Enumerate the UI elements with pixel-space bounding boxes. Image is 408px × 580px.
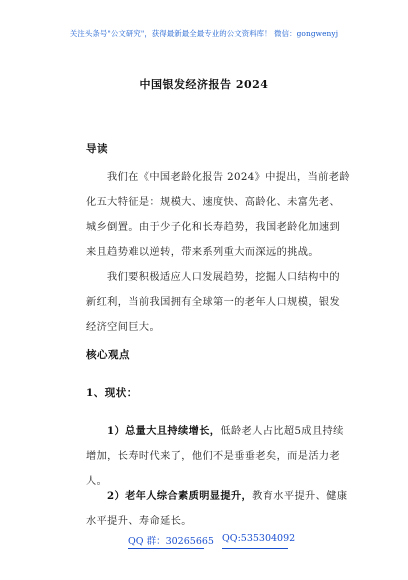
footer-underline-1 — [128, 548, 204, 549]
intro-paragraph-1: 我们在《中国老龄化报告 2024》中提出，当前老龄化五大特征是：规模大、速度快、高龄化、未富先老、城乡倒置。由于少子化和长寿趋势，我国老龄化加速到来且趋势难以逆转，带来系列重大而深远的挑战。 — [86, 172, 350, 258]
point-2-paragraph — [86, 484, 350, 534]
point-2-lead: 2）老年人综合素质明显提升， — [107, 490, 253, 502]
status-heading: 1、现状： — [86, 387, 138, 399]
footer-underline-2 — [222, 548, 288, 549]
footer-qq-group: QQ 群：30265665 — [128, 536, 214, 547]
point-1-lead: 1）总量大且持续增长， — [107, 425, 221, 437]
document-title: 中国银发经济报告 2024 — [139, 78, 269, 91]
header-promo-note: 关注头条号"公文研究"，获得最新最全最专业的公文资料库！ 微信：gongwenyj — [69, 29, 339, 38]
point-1-paragraph — [86, 419, 350, 494]
point-2-text: 教育水平提升、健康水平提升、寿命延长。 — [86, 491, 348, 527]
footer-qq-number: QQ:535304092 — [222, 533, 296, 544]
point-1-text: 低龄老人占比超5成且持续增加，长寿时代来了，他们不是垂垂老矣，而是活力老人。 — [86, 426, 344, 487]
intro-heading: 导读 — [86, 143, 108, 155]
core-views-heading: 核心观点 — [86, 349, 130, 361]
intro-paragraph-2: 我们要积极适应人口发展趋势，挖掘人口结构中的新红利，当前我国拥有全球第一的老年人口规模，银发经济空间巨大。 — [86, 272, 341, 333]
